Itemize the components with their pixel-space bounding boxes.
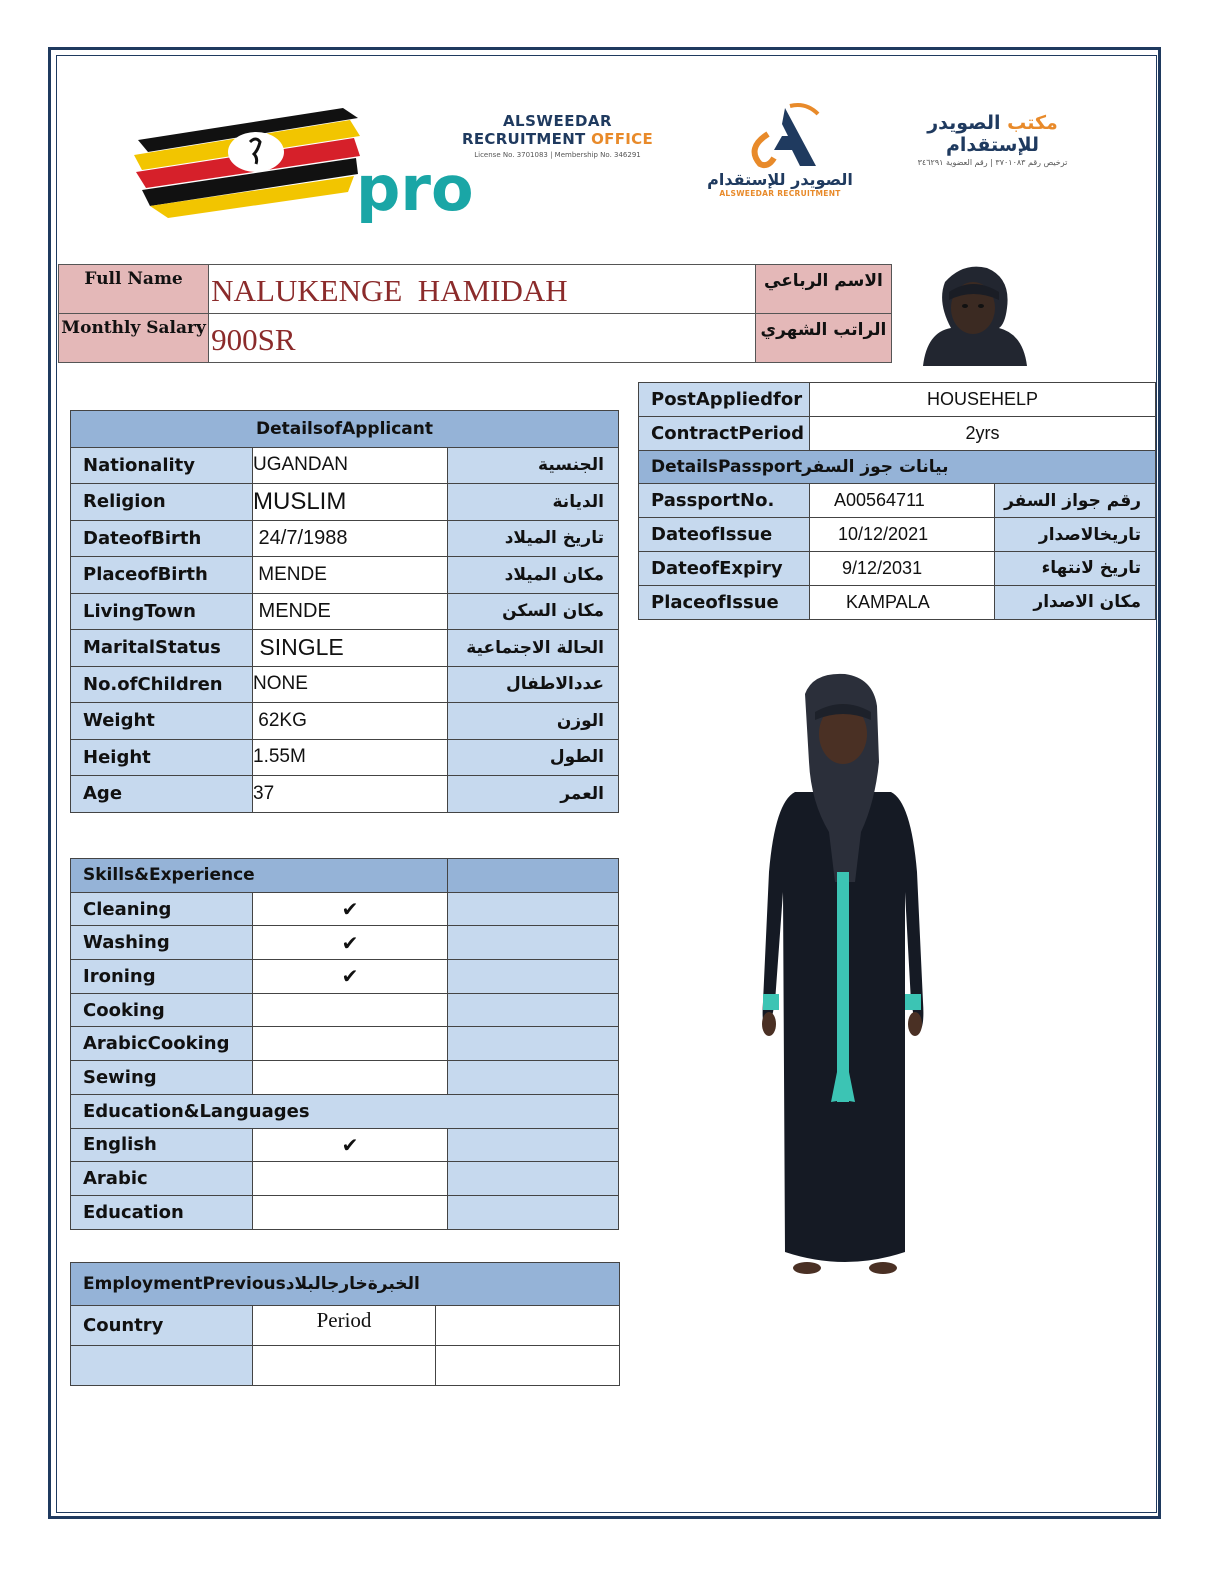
date-of-issue-label: DateofIssue	[639, 518, 810, 552]
contract-period-label: ContractPeriod	[639, 416, 810, 450]
skills-experience-table	[70, 858, 619, 1230]
skill-check-icon	[253, 1027, 448, 1061]
employment-label-row	[71, 1306, 620, 1346]
date-of-issue-arabic: تاريخالاصدار	[995, 518, 1156, 552]
nationality-arabic: الجنسية	[448, 447, 619, 484]
weight-label: Weight	[71, 703, 253, 740]
applicant-row	[71, 630, 619, 667]
applicant-headshot-photo	[915, 262, 1035, 366]
passport-no-label: PassportNo.	[639, 484, 810, 518]
age-value: 37	[253, 776, 448, 813]
living-town-value: MENDE	[253, 593, 448, 630]
skill-label: Cleaning	[71, 892, 253, 926]
a-logo-arabic: الصويدر للإستقدام	[707, 170, 853, 189]
passport-row	[639, 551, 1156, 585]
full-name-label: Full Name	[59, 265, 209, 314]
alsweedar-a-logo	[700, 104, 860, 214]
post-applied-row	[639, 383, 1156, 417]
place-of-birth-arabic: مكان الميلاد	[448, 557, 619, 594]
place-of-issue-label: PlaceofIssue	[639, 585, 810, 619]
passport-row	[639, 585, 1156, 619]
skill-extra	[448, 892, 619, 926]
skills-header-row	[71, 859, 619, 893]
language-check-icon	[253, 1195, 448, 1229]
skill-check-icon	[253, 1061, 448, 1095]
applicant-row	[71, 520, 619, 557]
place-of-issue-arabic: مكان الاصدار	[995, 585, 1156, 619]
age-label: Age	[71, 776, 253, 813]
arabic-logo-title-a: مكتب	[1000, 112, 1058, 134]
contract-period-row	[639, 416, 1156, 450]
applicant-row	[71, 557, 619, 594]
office-logo-line1: ALSWEEDAR	[502, 112, 613, 130]
children-arabic: عددالاطفال	[448, 666, 619, 703]
full-name-arabic-label: الاسم الرباعي	[755, 265, 891, 314]
height-label: Height	[71, 739, 253, 776]
employment-row	[71, 1346, 620, 1386]
passport-no-value: A00564711	[810, 484, 995, 518]
living-town-label: LivingTown	[71, 593, 253, 630]
applicant-row	[71, 776, 619, 813]
office-logo-line2	[455, 130, 660, 148]
date-of-birth-arabic: تاريخ الميلاد	[448, 520, 619, 557]
applicant-row	[71, 593, 619, 630]
full-name-value: NALUKENGE HAMIDAH	[209, 265, 756, 314]
a-logo-english: ALSWEEDAR RECRUITMENT	[719, 189, 841, 198]
skill-check-icon	[253, 993, 448, 1027]
children-value: NONE	[253, 666, 448, 703]
applicant-row	[71, 703, 619, 740]
arabic-logo-sub: ترخيص رقم ٣٧٠١٠٨٣ | رقم العضوية ٣٤٦٢٩١	[917, 158, 1068, 167]
date-of-expiry-label: DateofExpiry	[639, 551, 810, 585]
employment-table-title: EmploymentPreviousالخبرةخارجالبلاد	[71, 1263, 620, 1306]
skills-header-blank	[448, 859, 619, 893]
employment-header-row	[71, 1263, 620, 1306]
language-extra	[448, 1162, 619, 1196]
applicant-row	[71, 447, 619, 484]
passport-row	[639, 518, 1156, 552]
date-of-birth-label: DateofBirth	[71, 520, 253, 557]
marital-status-label: MaritalStatus	[71, 630, 253, 667]
applicant-row	[71, 484, 619, 521]
passport-section-title: DetailsPassportبيانات جوز السفر	[639, 450, 1156, 484]
weight-arabic: الوزن	[448, 703, 619, 740]
previous-employment-table	[70, 1262, 620, 1386]
name-salary-table	[58, 264, 892, 363]
a-letter-icon	[730, 104, 830, 170]
skill-extra	[448, 993, 619, 1027]
applicant-row	[71, 739, 619, 776]
age-arabic: العمر	[448, 776, 619, 813]
monthly-salary-row	[59, 314, 892, 363]
nationality-label: Nationality	[71, 447, 253, 484]
language-extra	[448, 1128, 619, 1162]
language-extra	[448, 1195, 619, 1229]
nationality-value: UGANDAN	[253, 447, 448, 484]
education-languages-title: Education&Languages	[71, 1094, 619, 1128]
height-value: 1.55M	[253, 739, 448, 776]
skill-row	[71, 993, 619, 1027]
employment-country-cell	[71, 1346, 253, 1386]
skill-label: ArabicCooking	[71, 1027, 253, 1061]
language-row	[71, 1162, 619, 1196]
passport-row	[639, 484, 1156, 518]
employment-blank-cell	[436, 1306, 620, 1346]
uganda-pro-logo	[128, 100, 474, 230]
marital-status-value: SINGLE	[253, 630, 448, 667]
skills-table-title: Skills&Experience	[71, 859, 448, 893]
passport-details-table	[638, 382, 1156, 620]
place-of-birth-label: PlaceofBirth	[71, 557, 253, 594]
full-name-row	[59, 265, 892, 314]
skill-check-icon: ✔	[253, 892, 448, 926]
applicant-row	[71, 666, 619, 703]
date-of-expiry-value: 9/12/2031	[810, 551, 995, 585]
office-logo-line2b: OFFICE	[591, 130, 654, 148]
language-label: English	[71, 1128, 253, 1162]
education-header-row	[71, 1094, 619, 1128]
skill-check-icon: ✔	[253, 960, 448, 994]
religion-value: MUSLIM	[253, 484, 448, 521]
height-arabic: الطول	[448, 739, 619, 776]
arabic-logo-title-b: الصويدر للإستقدام	[927, 112, 1040, 156]
skill-extra	[448, 926, 619, 960]
language-row	[71, 1195, 619, 1229]
religion-label: Religion	[71, 484, 253, 521]
date-of-expiry-arabic: تاريخ لانتهاء	[995, 551, 1156, 585]
pro-logo-text: pro	[356, 152, 474, 225]
date-of-issue-value: 10/12/2021	[810, 518, 995, 552]
place-of-birth-value: MENDE	[253, 557, 448, 594]
children-label: No.ofChildren	[71, 666, 253, 703]
passport-no-arabic: رقم جواز السفر	[995, 484, 1156, 518]
skill-row	[71, 1027, 619, 1061]
language-check-icon	[253, 1162, 448, 1196]
alsweedar-office-logo	[455, 112, 660, 172]
skill-row	[71, 1061, 619, 1095]
place-of-issue-value: KAMPALA	[810, 585, 995, 619]
date-of-birth-value: 24/7/1988	[253, 520, 448, 557]
applicant-full-body-photo	[755, 672, 930, 1284]
employment-extra-cell	[436, 1346, 620, 1386]
language-label: Education	[71, 1195, 253, 1229]
period-label: Period	[253, 1306, 436, 1346]
skill-extra	[448, 1027, 619, 1061]
skill-label: Cooking	[71, 993, 253, 1027]
language-label: Arabic	[71, 1162, 253, 1196]
skill-check-icon: ✔	[253, 926, 448, 960]
monthly-salary-label: Monthly Salary	[59, 314, 209, 363]
weight-value: 62KG	[253, 703, 448, 740]
employment-period-cell	[253, 1346, 436, 1386]
marital-status-arabic: الحالة الاجتماعية	[448, 630, 619, 667]
passport-header-row	[639, 450, 1156, 484]
skill-extra	[448, 1061, 619, 1095]
contract-period-value: 2yrs	[810, 416, 1156, 450]
skill-extra	[448, 960, 619, 994]
monthly-salary-value: 900SR	[209, 314, 756, 363]
language-row	[71, 1128, 619, 1162]
applicant-table-title: DetailsofApplicant	[71, 411, 619, 448]
applicant-header-row	[71, 411, 619, 448]
office-logo-license: License No. 3701083 | Membership No. 346291	[474, 151, 641, 159]
skill-label: Washing	[71, 926, 253, 960]
monthly-salary-arabic-label: الراتب الشهري	[755, 314, 891, 363]
skill-label: Ironing	[71, 960, 253, 994]
arabic-logo-title	[880, 112, 1105, 156]
skill-row	[71, 926, 619, 960]
skill-label: Sewing	[71, 1061, 253, 1095]
language-check-icon: ✔	[253, 1128, 448, 1162]
skill-row	[71, 960, 619, 994]
office-logo-line2a: RECRUITMENT	[461, 130, 592, 148]
living-town-arabic: مكان السكن	[448, 593, 619, 630]
skill-row	[71, 892, 619, 926]
applicant-details-table	[70, 410, 619, 813]
country-label: Country	[71, 1306, 253, 1346]
post-applied-value: HOUSEHELP	[810, 383, 1156, 417]
arabic-office-logo	[880, 112, 1105, 172]
post-applied-label: PostAppliedfor	[639, 383, 810, 417]
religion-arabic: الديانة	[448, 484, 619, 521]
